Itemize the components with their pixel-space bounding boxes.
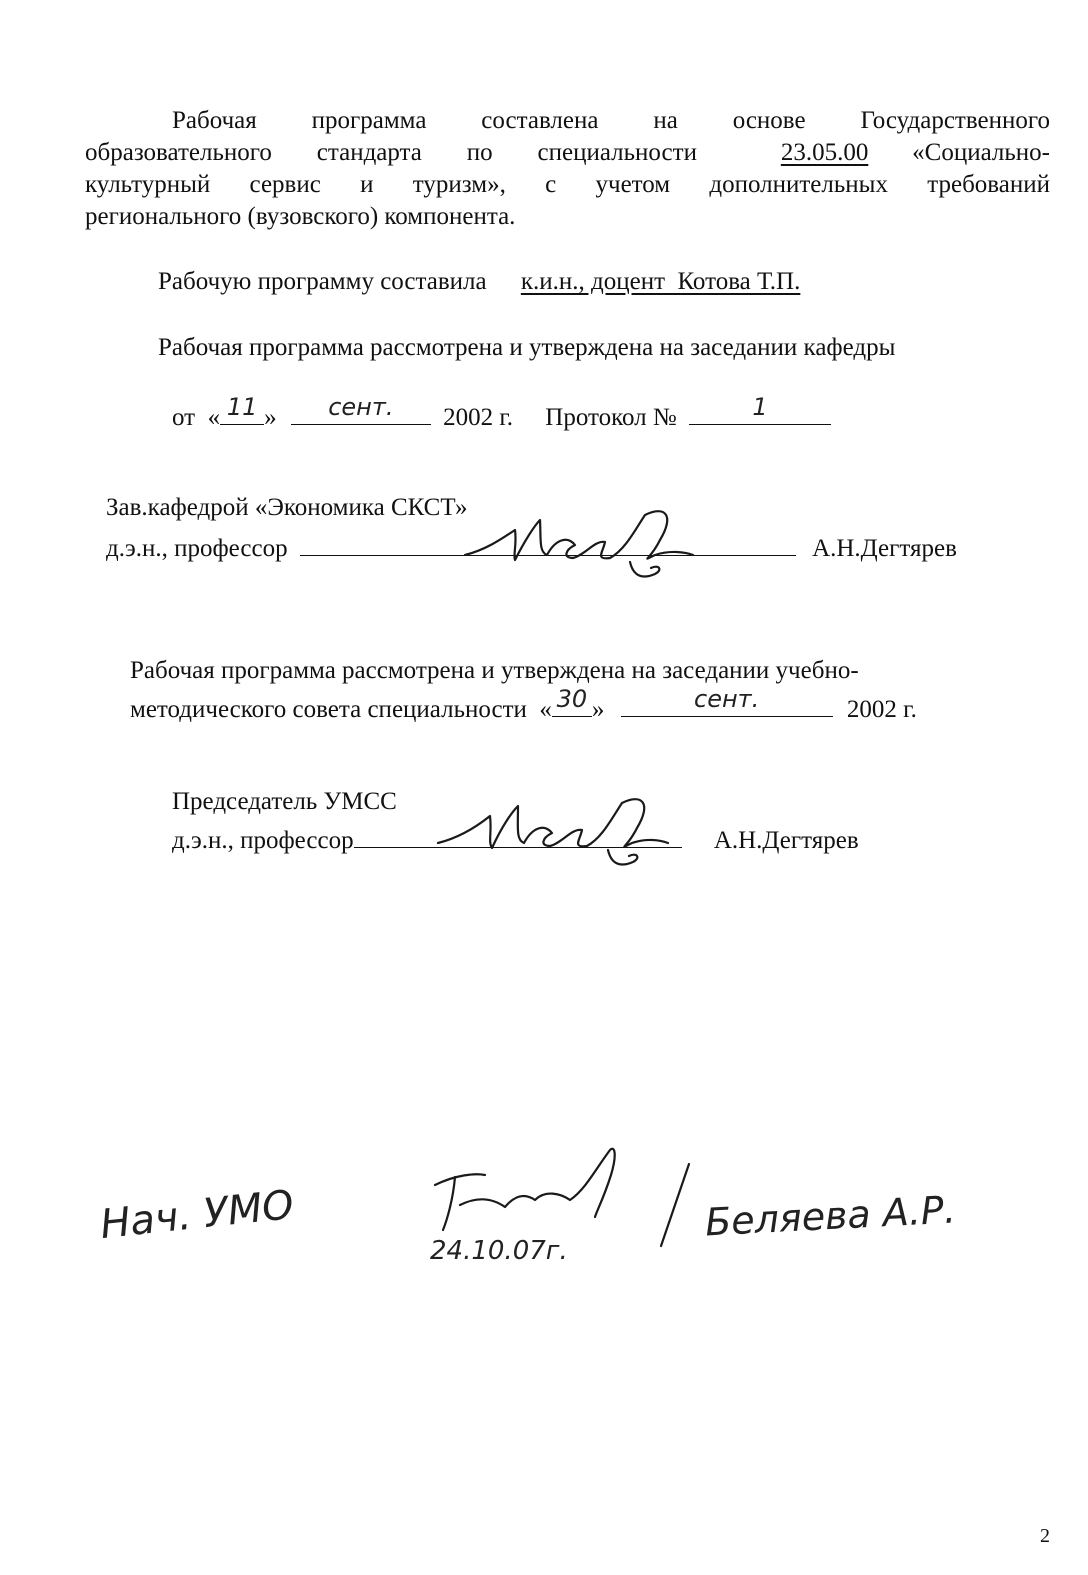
year-text: 2002 г. — [443, 404, 514, 431]
intro-line-4: регионального (вузовского) компонента. — [85, 203, 516, 230]
chairman-title: Председатель УМСС — [172, 788, 397, 815]
handwritten-signature-middle — [425, 1145, 625, 1235]
council-approval-text: методического совета специальности — [130, 696, 527, 723]
head-signature — [455, 500, 695, 585]
month-handwritten: сент. — [328, 393, 394, 421]
from-label: от — [172, 404, 196, 431]
compiler-value: к.и.н., доцент Котова Т.П. — [520, 268, 801, 295]
intro-line-3: культурный сервис и туризм», с учетом дополнительных требований — [85, 171, 1050, 198]
day-handwritten: 11 — [226, 393, 258, 421]
page-number: 2 — [1040, 1525, 1050, 1547]
compiler-label: Рабочую программу составила — [158, 268, 487, 295]
chairman-signature — [430, 788, 670, 873]
intro-line-2 — [85, 137, 1050, 168]
handwritten-note-left: Нач. УМО — [98, 1181, 296, 1249]
council-year: 2002 г. — [846, 696, 917, 723]
slash-mark — [655, 1160, 695, 1250]
head-degree: д.э.н., профессор — [106, 535, 288, 562]
compiler-line — [158, 266, 800, 297]
intro-word: по — [466, 139, 493, 166]
council-month-field — [621, 685, 833, 717]
department-approval-text: Рабочая программа рассмотрена и утверждена на заседании кафедры — [158, 334, 896, 361]
intro-word: образовательного — [85, 139, 272, 166]
quote-open-2: « — [533, 696, 552, 723]
head-name: А.Н.Дегтярев — [812, 535, 957, 562]
intro-line-2-text — [85, 137, 697, 168]
quote-open: « — [201, 404, 221, 431]
protocol-field — [689, 393, 831, 425]
council-day-handwritten: 30 — [556, 685, 588, 713]
specialty-name-start: «Социально- — [912, 139, 1050, 166]
quote-close-2: » — [591, 696, 605, 723]
head-title: Зав.кафедрой «Экономика СКСТ» — [106, 494, 468, 521]
intro-line-1: Рабочая программа составлена на основе Государственного — [172, 107, 1050, 134]
intro-word: специальности — [537, 139, 697, 166]
council-month-handwritten: сент. — [694, 685, 760, 713]
handwritten-note-right: Беляева А.Р. — [704, 1187, 957, 1245]
council-day-field — [552, 685, 592, 717]
day-field — [220, 393, 264, 425]
chairman-degree: д.э.н., профессор — [172, 827, 354, 854]
council-approval-line-1: Рабочая программа рассмотрена и утверждена на заседании учебно- — [130, 657, 859, 684]
protocol-label: Протокол № — [545, 404, 677, 431]
quote-close: » — [264, 404, 277, 431]
intro-word: стандарта — [316, 139, 422, 166]
chairman-name: А.Н.Дегтярев — [713, 827, 859, 854]
department-approval-date — [172, 393, 831, 433]
specialty-code: 23.05.00 — [780, 139, 869, 166]
council-approval-line-2 — [130, 685, 917, 725]
handwritten-date: 24.10.07г. — [430, 1236, 568, 1266]
month-field — [291, 393, 431, 425]
protocol-number-handwritten: 1 — [752, 393, 768, 421]
